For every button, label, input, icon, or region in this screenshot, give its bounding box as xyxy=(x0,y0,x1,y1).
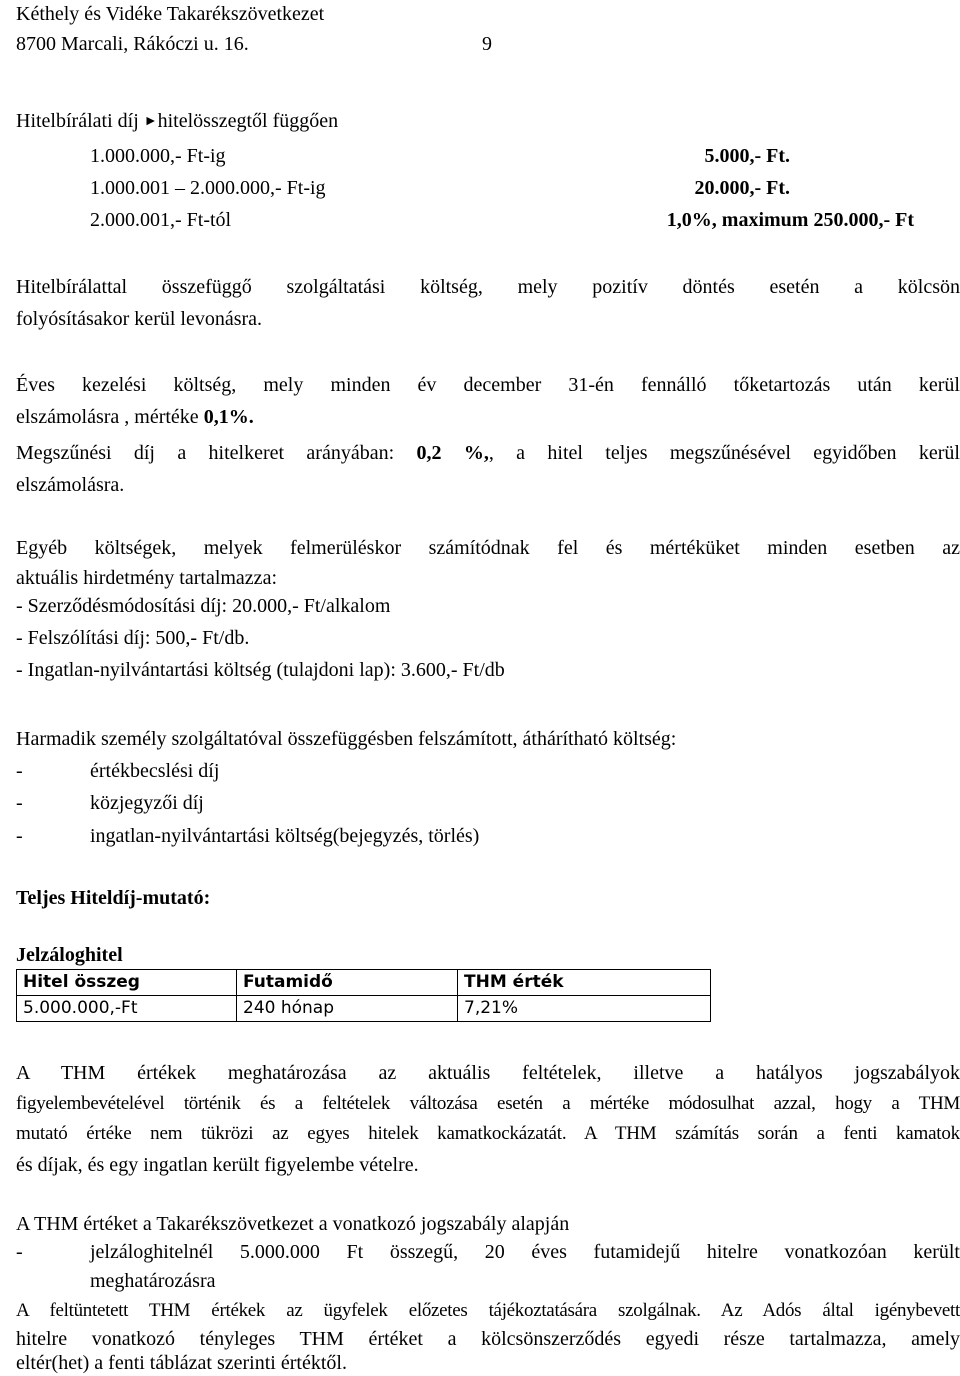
fee-tier-range: 2.000.001,- Ft-tól xyxy=(90,209,232,231)
fee-tier-range: 1.000.000,- Ft-ig xyxy=(90,145,226,167)
section-heading: Teljes Hiteldíj-mutató: xyxy=(16,887,211,909)
paragraph-line: elszámolásra. xyxy=(16,474,125,496)
table-cell: 5.000.000,-Ft xyxy=(17,996,237,1022)
fee-tier-value: 20.000,- Ft. xyxy=(694,177,790,199)
org-name: Kéthely és Vidéke Takarékszövetkezet xyxy=(16,3,325,25)
list-item: értékbecslési díj xyxy=(90,760,220,782)
fee-tier-range: 1.000.001 – 2.000.000,- Ft-ig xyxy=(90,177,326,199)
list-dash: - xyxy=(16,1241,23,1263)
fee-title xyxy=(16,109,338,134)
paragraph-line: A feltüntetett THM értékek az ügyfelek előzetes tájékoztatására szolgálnak. Az Adós által igénybevett xyxy=(16,1300,960,1321)
page-number: 9 xyxy=(482,33,492,55)
list-item: ingatlan-nyilvántartási költség(bejegyzés, törlés) xyxy=(90,825,480,847)
list-item: - Felszólítási díj: 500,- Ft/db. xyxy=(16,627,250,649)
paragraph-line: eltér(het) a fenti táblázat szerinti értéktől. xyxy=(16,1352,347,1374)
fee-title-prefix: Hitelbírálati díj xyxy=(16,110,139,132)
table-row xyxy=(17,996,711,1022)
list-item: - Szerződésmódosítási díj: 20.000,- Ft/alkalom xyxy=(16,595,391,617)
table-header-row xyxy=(17,970,711,996)
table-header-cell: Hitel összeg xyxy=(17,970,237,996)
paragraph-line: elszámolásra , mértéke 0,1%. xyxy=(16,406,254,428)
paragraph-line: mutató értéke nem tükrözi az egyes hitelek kamatkockázatát. A THM számítás során a fenti kamatok xyxy=(16,1123,960,1144)
list-item: - Ingatlan-nyilvántartási költség (tulajdoni lap): 3.600,- Ft/db xyxy=(16,659,505,681)
paragraph-line: Harmadik személy szolgáltatóval összefüggésben felszámított, áthárítható költség: xyxy=(16,728,677,750)
fee-title-suffix: hitelösszegtől függően xyxy=(157,110,339,132)
list-item: jelzáloghitelnél 5.000.000 Ft összegű, 20 éves futamidejű hitelre vonatkozóan került xyxy=(90,1241,960,1263)
paragraph-line: figyelembevételével történik és a feltételek változása esetén a mértéke módosulhat azzal, hogy a THM xyxy=(16,1093,960,1114)
paragraph-line: és díjak, és egy ingatlan került figyelembe vételre. xyxy=(16,1154,419,1176)
paragraph-line: Megszűnési díj a hitelkeret arányában: 0,2 %,, a hitel teljes megszűnésével egyidőben kerül xyxy=(16,442,960,464)
list-dash: - xyxy=(16,760,23,782)
org-address: 8700 Marcali, Rákóczi u. 16. xyxy=(16,33,249,55)
triangle-right-icon: ► xyxy=(143,114,158,129)
table-cell: 7,21% xyxy=(458,996,711,1022)
list-item: közjegyzői díj xyxy=(90,792,204,814)
paragraph-line: Egyéb költségek, melyek felmerüléskor számítódnak fel és mértéküket minden esetben az xyxy=(16,537,960,559)
list-item-continuation: meghatározásra xyxy=(90,1270,216,1292)
paragraph-line: Hitelbírálattal összefüggő szolgáltatási költség, mely pozitív döntés esetén a kölcsön xyxy=(16,276,960,298)
list-dash: - xyxy=(16,825,23,847)
paragraph-line: A THM értéket a Takarékszövetkezet a vonatkozó jogszabály alapján xyxy=(16,1213,570,1235)
paragraph-line: hitelre vonatkozó tényleges THM értéket a kölcsönszerződés egyedi része tartalmazza, amely xyxy=(16,1328,960,1350)
paragraph-line: Éves kezelési költség, mely minden év december 31-én fennálló tőketartozás után kerül xyxy=(16,374,960,396)
paragraph-line: A THM értékek meghatározása az aktuális feltételek, illetve a hatályos jogszabályok xyxy=(16,1062,960,1084)
paragraph-line: folyósításakor kerül levonásra. xyxy=(16,308,263,330)
table-header-cell: THM érték xyxy=(458,970,711,996)
table-cell: 240 hónap xyxy=(237,996,458,1022)
fee-tier-value: 1,0%, maximum 250.000,- Ft xyxy=(666,209,914,231)
section-heading: Jelzáloghitel xyxy=(16,944,123,966)
thm-table xyxy=(16,969,711,1022)
table-header-cell: Futamidő xyxy=(237,970,458,996)
paragraph-line: aktuális hirdetmény tartalmazza: xyxy=(16,567,277,589)
fee-tier-value: 5.000,- Ft. xyxy=(704,145,790,167)
list-dash: - xyxy=(16,792,23,814)
